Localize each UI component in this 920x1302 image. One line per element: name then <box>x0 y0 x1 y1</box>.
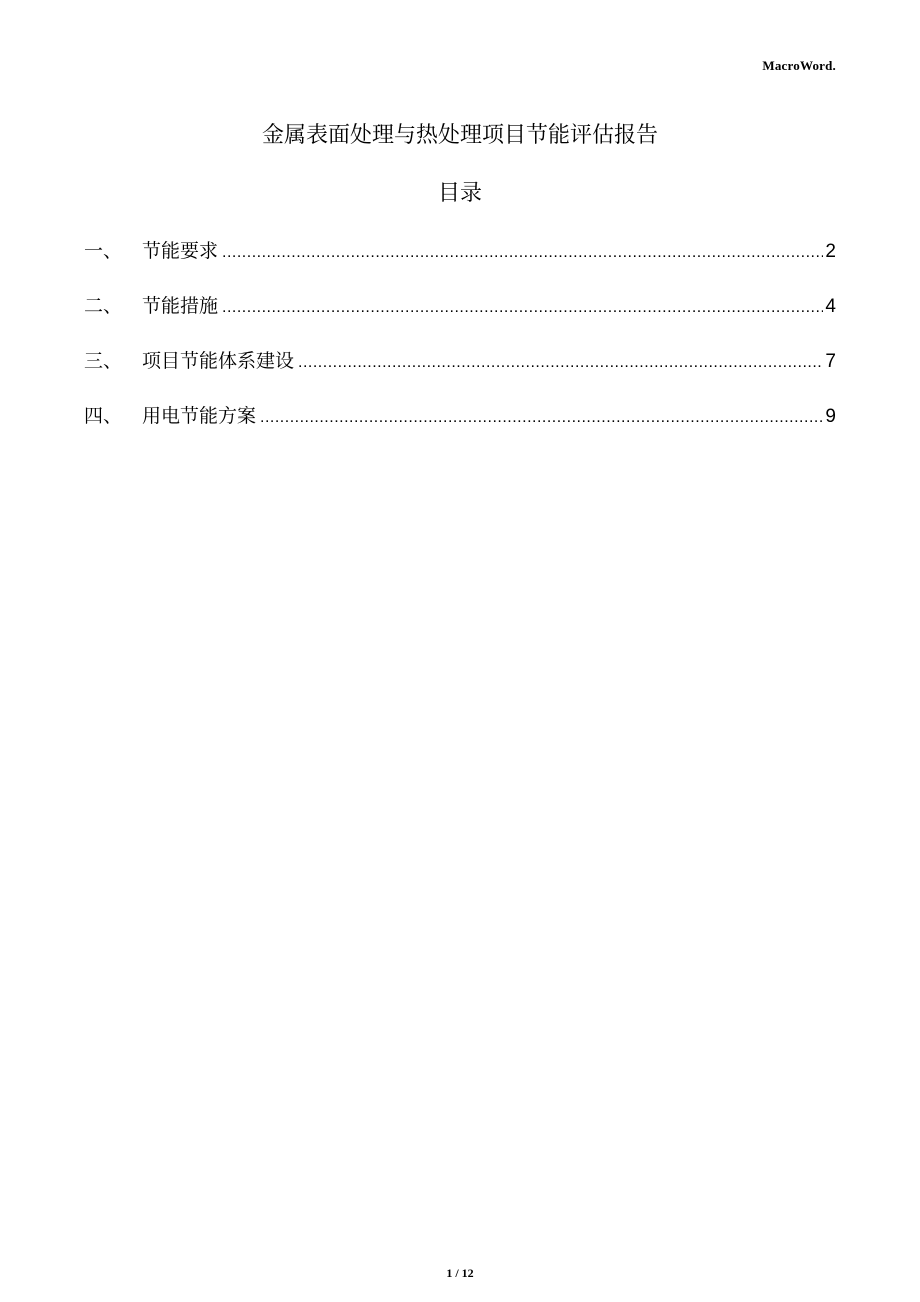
toc-entry-page[interactable]: 2 <box>825 241 836 262</box>
toc-entry-page[interactable]: 9 <box>825 406 836 427</box>
toc-entry-number: 三、 <box>84 350 123 372</box>
toc-entry-page[interactable]: 7 <box>825 351 836 372</box>
toc-dot-leader <box>222 289 823 327</box>
document-title: 金属表面处理与热处理项目节能评估报告 <box>261 123 658 148</box>
page-number-footer: 1 / 12 <box>446 1266 474 1280</box>
toc-entry-number: 四、 <box>84 405 123 427</box>
toc-heading: 目录 <box>437 181 482 206</box>
toc-entry-label[interactable]: 节能措施 <box>142 295 219 317</box>
toc-dot-leader <box>260 399 823 437</box>
toc-dot-leader <box>298 344 823 382</box>
toc-dot-leader <box>222 234 823 272</box>
toc-entry-number: 二、 <box>84 295 123 317</box>
toc-entry-number: 一、 <box>84 240 123 262</box>
toc-entry-2[interactable] <box>84 287 836 325</box>
toc-entry-label[interactable]: 用电节能方案 <box>142 405 257 427</box>
toc-entry-label[interactable]: 项目节能体系建设 <box>142 350 295 372</box>
toc-entry-4[interactable] <box>84 397 836 435</box>
toc-entry-page[interactable]: 4 <box>825 296 836 317</box>
toc-entry-1[interactable] <box>84 232 836 270</box>
table-of-contents <box>84 232 836 452</box>
header-brand: MacroWord. <box>762 58 836 73</box>
toc-entry-label[interactable]: 节能要求 <box>142 240 219 262</box>
toc-entry-3[interactable] <box>84 342 836 380</box>
